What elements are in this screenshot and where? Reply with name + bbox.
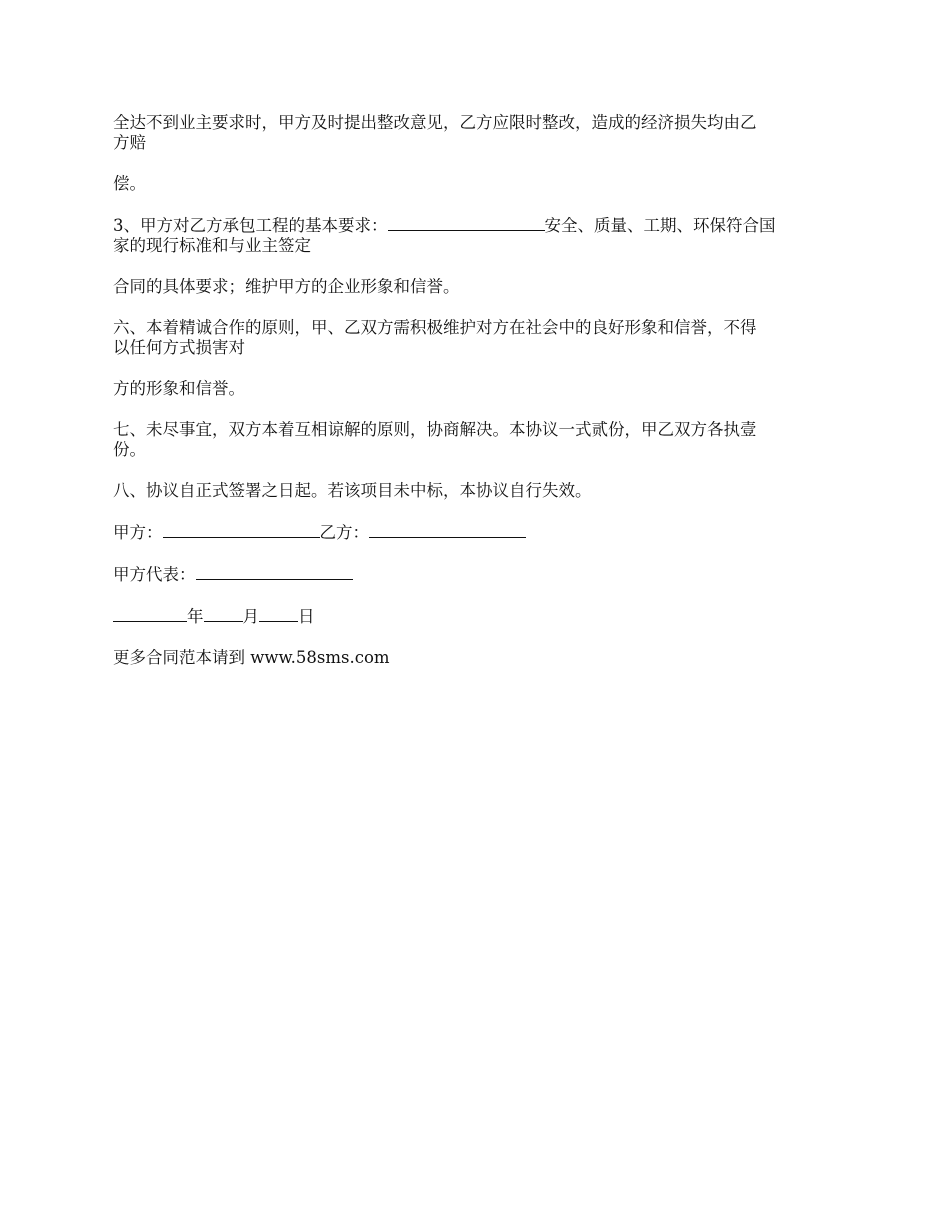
paragraph-text: 八、协议自正式签署之日起。若该项目未中标，本协议自行失效。 — [113, 481, 592, 500]
paragraph-line: 七、未尽事宜，双方本着互相谅解的原则，协商解决。本协议一式贰份，甲乙双方各执壹 — [113, 420, 757, 439]
paragraph-line: 全达不到业主要求时，甲方及时提出整改意见，乙方应限时整改，造成的经济损失均由乙 — [113, 113, 757, 132]
paragraph-basic-requirements — [113, 215, 840, 256]
paragraph-image-reputation — [113, 379, 840, 399]
representative-label: 甲方代表： — [113, 565, 196, 584]
paragraph-clause-seven — [113, 420, 840, 460]
paragraph-line: 六、本着精诚合作的原则，甲、乙双方需积极维护对方在社会中的良好形象和信誉，不得 — [113, 318, 757, 337]
paragraph-rectification — [113, 113, 840, 153]
paragraph-compensation — [113, 174, 840, 194]
footer-more-templates — [113, 648, 840, 668]
fill-in-blank[interactable] — [388, 215, 545, 231]
party-b-label: 乙方： — [319, 523, 369, 542]
day-blank[interactable] — [259, 606, 298, 622]
document-page — [113, 113, 840, 689]
paragraph-text: 方的形象和信誉。 — [113, 379, 245, 398]
footer-text: 更多合同范本请到 www.58sms.com — [113, 648, 390, 667]
party-b-blank[interactable] — [369, 522, 526, 538]
paragraph-clause-eight — [113, 481, 840, 501]
paragraph-line: 份。 — [113, 440, 146, 459]
party-a-blank[interactable] — [163, 522, 320, 538]
paragraph-text: 偿。 — [113, 174, 146, 193]
paragraph-text: 合同的具体要求；维护甲方的企业形象和信誉。 — [113, 277, 460, 296]
signature-parties — [113, 522, 840, 543]
month-blank[interactable] — [204, 606, 243, 622]
paragraph-line: 方赔 — [113, 133, 146, 152]
day-label: 日 — [298, 607, 315, 626]
paragraph-text: 安全、质量、工期、环保符合国 — [544, 216, 776, 235]
representative-blank[interactable] — [196, 564, 353, 580]
paragraph-line: 家的现行标准和与业主签定 — [113, 236, 311, 255]
paragraph-contract-requirements — [113, 277, 840, 297]
signature-representative — [113, 564, 840, 585]
paragraph-line — [113, 215, 840, 236]
year-blank[interactable] — [113, 606, 187, 622]
paragraph-line: 以任何方式损害对 — [113, 338, 245, 357]
signature-date — [113, 606, 840, 627]
party-a-label: 甲方： — [113, 523, 163, 542]
year-label: 年 — [187, 607, 204, 626]
month-label: 月 — [242, 607, 259, 626]
paragraph-clause-six — [113, 318, 840, 358]
paragraph-text: 3、甲方对乙方承包工程的基本要求： — [113, 216, 388, 235]
